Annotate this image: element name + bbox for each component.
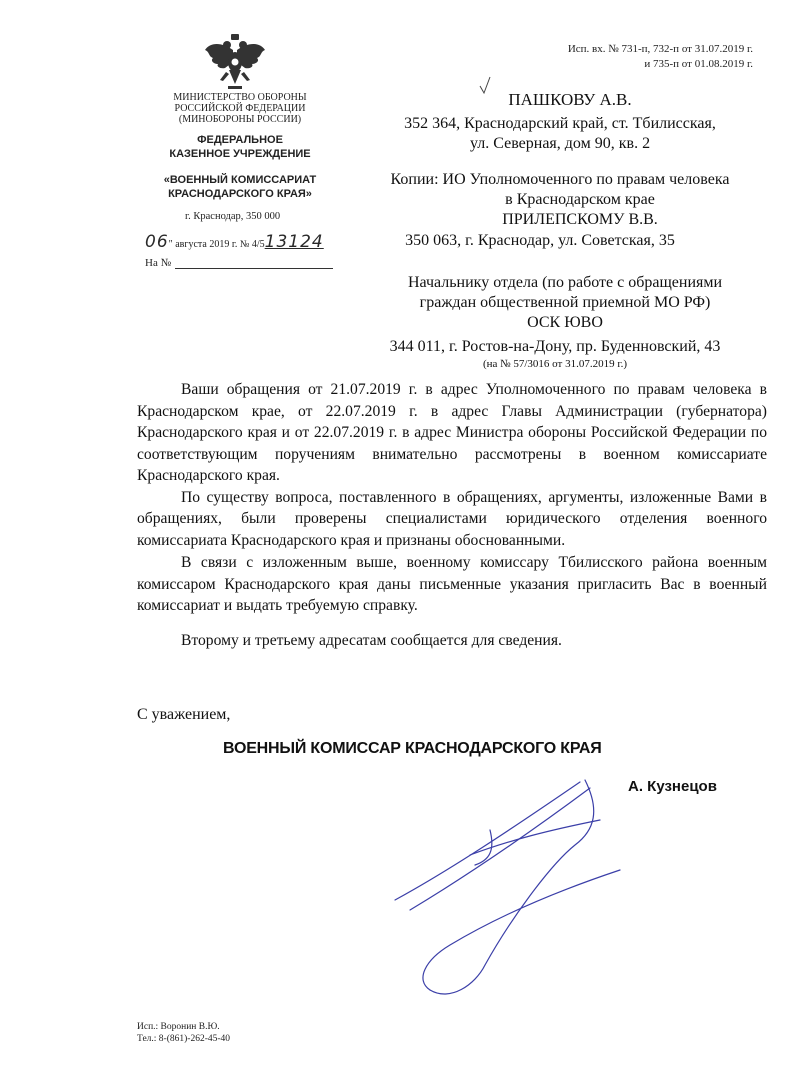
primary-recipient-address-line2: ул. Северная, дом 90, кв. 2	[469, 135, 651, 152]
closing-salutation: С уважением,	[137, 706, 231, 723]
ministry-name	[110, 92, 370, 125]
incoming-reference-line1: Исп. вх. № 731-п, 732-п от 31.07.2019 г.	[567, 43, 753, 55]
third-recipient-line3: ОСК ЮВО	[527, 314, 603, 331]
institution-name-line: КРАСНОДАРСКОГО КРАЯ»	[168, 188, 312, 200]
incoming-reference-line2: и 735-п от 01.08.2019 г.	[644, 58, 753, 70]
incoming-reference	[460, 42, 753, 72]
third-recipient-line1: Начальнику отдела (по работе с обращениями	[407, 274, 723, 291]
body-paragraph: Второму и третьему адресатам сообщается для сведения.	[181, 631, 562, 649]
copy-recipient-name: ПРИЛЕПСКОМУ В.В.	[502, 211, 658, 228]
primary-recipient-name: ПАШКОВУ А.В.	[508, 90, 632, 109]
executor-info	[137, 1021, 230, 1045]
date-rest: " августа 2019 г. № 4/5	[168, 239, 265, 250]
copy-recipient-region: в Краснодарском крае	[505, 191, 655, 208]
signatory-title: ВОЕННЫЙ КОМИССАР КРАСНОДАРСКОГО КРАЯ	[223, 740, 602, 757]
body-paragraph: В связи с изложенным выше, военному комиссару Тбилисского района военным комиссаром Краснодарского края даны письменные указания пригласить Вас в военный комиссариат и выдать требуемую справку.	[137, 554, 767, 614]
third-recipient-line2: граждан общественной приемной МО РФ)	[419, 294, 711, 311]
third-recipient-note: (на № 57/3016 от 31.07.2019 г.)	[482, 358, 628, 370]
institution-line: ФЕДЕРАЛЬНОЕ	[197, 134, 283, 146]
reply-to-number	[145, 256, 333, 269]
institution-name	[110, 173, 370, 201]
body-paragraph: Ваши обращения от 21.07.2019 г. в адрес Уполномоченного по правам человека в Краснодарском крае, от 22.07.2019 г. в адрес Главы Администрации (губернатора) Краснодарского края и от 22.07.2019 г. в адрес Министра обороны Российской Федерации по соответствующим поручениям внимательно рассмотрены в военном комиссариате Краснодарского края.	[137, 381, 767, 484]
reply-to-label: На №	[145, 257, 172, 269]
executor-name: Исп.: Воронин В.Ю.	[137, 1022, 220, 1032]
outgoing-date-number	[145, 232, 324, 252]
letter-body	[137, 379, 767, 651]
outgoing-number-handwritten: 13124	[264, 232, 324, 252]
executor-phone: Тел.: 8-(861)-262-45-40	[137, 1034, 231, 1044]
body-paragraph: По существу вопроса, поставленного в обращениях, аргументы, изложенные Вами в обращениях, были проверены специалистами юридического отделения военного комиссариата Краснодарского края и признаны обоснованными.	[137, 488, 767, 549]
institution-line: КАЗЕННОЕ УЧРЕЖДЕНИЕ	[169, 148, 311, 160]
handwritten-signature	[390, 770, 640, 1010]
copy-recipient-address: 350 063, г. Краснодар, ул. Советская, 35	[405, 232, 675, 249]
double-headed-eagle-emblem-icon	[204, 34, 266, 92]
primary-recipient-address-line1: 352 364, Краснодарский край, ст. Тбилисская,	[404, 115, 716, 132]
ministry-line: МИНИСТЕРСТВО ОБОРОНЫ	[173, 92, 307, 103]
institution-name-line: «ВОЕННЫЙ КОМИССАРИАТ	[163, 174, 317, 186]
copy-recipient-label: Копии: ИО Уполномоченного по правам человека	[390, 171, 730, 188]
ministry-line: РОССИЙСКОЙ ФЕДЕРАЦИИ	[174, 103, 306, 114]
signatory-name: А. Кузнецов	[628, 778, 717, 795]
third-recipient-address: 344 011, г. Ростов-на-Дону, пр. Буденновский, 43	[389, 338, 721, 355]
date-day-handwritten: 06	[145, 232, 169, 252]
sender-city: г. Краснодар, 350 000	[185, 211, 281, 222]
institution-type	[110, 133, 370, 161]
ministry-line: (МИНОБОРОНЫ РОССИИ)	[178, 114, 302, 125]
reply-to-blank-line	[175, 256, 333, 269]
